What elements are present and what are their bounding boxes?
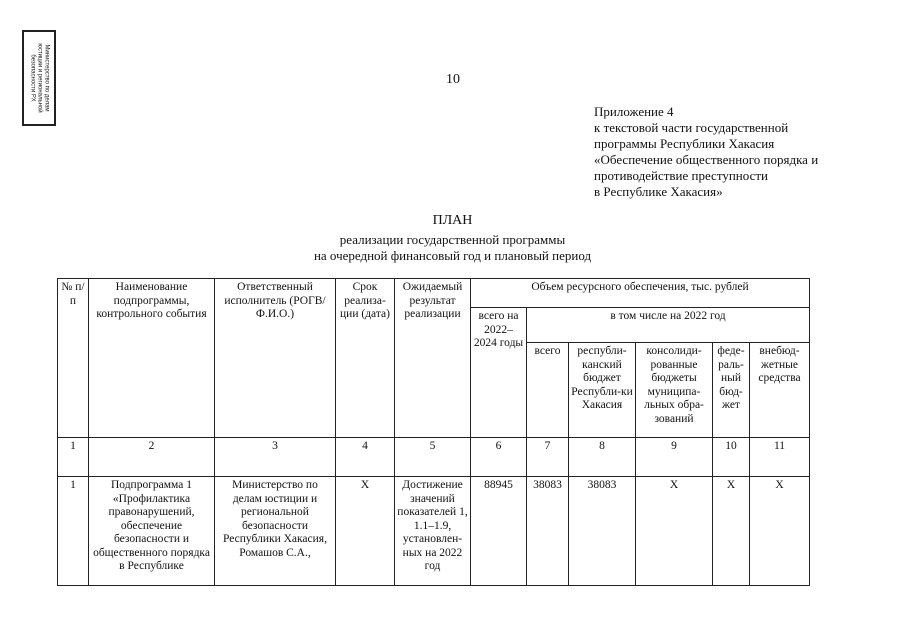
column-number-row: [58, 438, 810, 477]
plan-subtitle-line1: реализации государственной программы: [339, 232, 566, 247]
stamp-text: Министерство по делам юстиции и региональной безопасности РХ: [29, 43, 50, 113]
column-number: 11: [750, 438, 810, 477]
column-number: 8: [569, 438, 636, 477]
header-name: Наименование подпрограммы, контрольного события: [89, 279, 215, 438]
column-number: 4: [336, 438, 395, 477]
column-number: 6: [471, 438, 527, 477]
header-municipal-budgets: консолиди-рованные бюджеты муниципа-льных обра-зований: [636, 343, 713, 438]
header-extra-budget: внебюд-жетные средства: [750, 343, 810, 438]
column-number: 2: [89, 438, 215, 477]
cell-municipal-budgets: Х: [636, 477, 713, 586]
header-resources: Объем ресурсного обеспечения, тыс. рублей: [471, 279, 810, 308]
table-row: [58, 477, 810, 586]
appendix-line: в Республике Хакасия»: [594, 184, 723, 199]
cell-extra-budget: Х: [750, 477, 810, 586]
column-number: 1: [58, 438, 89, 477]
header-incl-2022: в том числе на 2022 год: [527, 308, 810, 343]
appendix-line: противодействие преступности: [594, 168, 768, 183]
appendix-line: к текстовой части государственной: [594, 120, 789, 135]
header-federal-budget: феде-раль-ный бюд-жет: [713, 343, 750, 438]
plan-table: [57, 278, 810, 586]
cell-num: 1: [58, 477, 89, 586]
header-term: Срок реализа-ции (дата): [336, 279, 395, 438]
column-number: 10: [713, 438, 750, 477]
header-republic-budget: республи-канский бюджет Республи-ки Хакасия: [569, 343, 636, 438]
header-row: [58, 279, 810, 308]
appendix-line: Приложение 4: [594, 104, 674, 119]
header-result: Ожидаемый результат реализации: [395, 279, 471, 438]
appendix-block: [594, 104, 818, 200]
header-num: № п/п: [58, 279, 89, 438]
cell-result: Достижение значений показателей 1, 1.1–1.9, установлен-ных на 2022 год: [395, 477, 471, 586]
column-number: 9: [636, 438, 713, 477]
appendix-line: «Обеспечение общественного порядка и: [594, 152, 819, 167]
cell-term: Х: [336, 477, 395, 586]
appendix-line: программы Республики Хакасия: [594, 136, 775, 151]
plan-title: ПЛАН: [432, 213, 473, 228]
column-number: 7: [527, 438, 569, 477]
header-total: всего: [527, 343, 569, 438]
cell-name: Подпрограмма 1 «Профилактика правонарушений, обеспечение безопасности и общественного порядка в Республике: [89, 477, 215, 586]
cell-total: 38083: [527, 477, 569, 586]
cell-federal-budget: Х: [713, 477, 750, 586]
cell-total-2022-2024: 88945: [471, 477, 527, 586]
column-number: 5: [395, 438, 471, 477]
header-total-2022-2024: всего на 2022–2024 годы: [471, 308, 527, 438]
cell-republic-budget: 38083: [569, 477, 636, 586]
registration-stamp: [22, 30, 56, 126]
page-number: 10: [446, 72, 460, 87]
plan-subtitle-line2: на очередной финансовый год и плановый период: [313, 248, 592, 263]
header-responsible: Ответственный исполнитель (РОГВ/Ф.И.О.): [215, 279, 336, 438]
column-number: 3: [215, 438, 336, 477]
cell-responsible: Министерство по делам юстиции и региональной безопасности Республики Хакасия, Ромашов С.А.,: [215, 477, 336, 586]
